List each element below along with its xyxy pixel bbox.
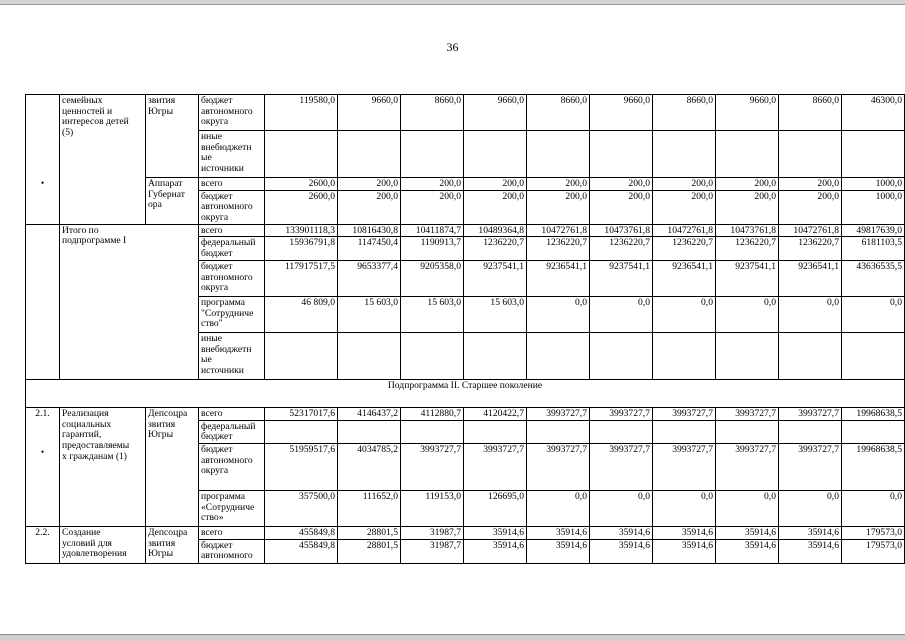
value-cell <box>464 333 527 380</box>
funding-source: программа «Сотрудниче ство» <box>199 490 265 526</box>
funding-source: бюджет автономного округа <box>199 190 265 224</box>
value-cell: 43636535,5 <box>842 261 905 297</box>
value-cell <box>527 420 590 443</box>
value-cell: 19968638,5 <box>842 443 905 490</box>
value-cell: 9660,0 <box>338 95 401 131</box>
value-cell <box>265 333 338 380</box>
value-cell <box>401 420 464 443</box>
value-cell: 35914,6 <box>464 526 527 539</box>
total-label: Итого по подпрограмме I <box>60 224 199 380</box>
value-cell: 19968638,5 <box>842 408 905 421</box>
measure-name: семейных ценностей и интересов детей (5) <box>60 95 146 225</box>
value-cell <box>779 333 842 380</box>
value-cell <box>590 420 653 443</box>
value-cell: 8660,0 <box>779 95 842 131</box>
row-number-cell <box>26 224 60 380</box>
value-cell <box>338 420 401 443</box>
value-cell: 200,0 <box>338 190 401 224</box>
funding-source: федеральный бюджет <box>199 420 265 443</box>
value-cell: 15936791,8 <box>265 237 338 261</box>
value-cell: 35914,6 <box>653 539 716 563</box>
value-cell: 0,0 <box>842 297 905 333</box>
value-cell: 0,0 <box>842 490 905 526</box>
value-cell: 1236220,7 <box>653 237 716 261</box>
value-cell: 1190913,7 <box>401 237 464 261</box>
value-cell: 0,0 <box>653 297 716 333</box>
value-cell: 15 603,0 <box>464 297 527 333</box>
table-row <box>26 224 905 237</box>
value-cell: 0,0 <box>716 490 779 526</box>
section-row <box>26 380 905 408</box>
value-cell: 200,0 <box>653 178 716 191</box>
value-cell: 1000,0 <box>842 190 905 224</box>
value-cell: 0,0 <box>527 297 590 333</box>
value-cell: 3993727,7 <box>779 408 842 421</box>
funding-source: бюджет автономного округа <box>199 443 265 490</box>
value-cell: 1147450,4 <box>338 237 401 261</box>
funding-source: всего <box>199 408 265 421</box>
table-row <box>26 95 905 131</box>
value-cell: 10472761,8 <box>527 224 590 237</box>
value-cell: 200,0 <box>527 190 590 224</box>
value-cell: 35914,6 <box>527 539 590 563</box>
value-cell: 3993727,7 <box>653 408 716 421</box>
value-cell: 3993727,7 <box>527 443 590 490</box>
table-row <box>26 408 905 421</box>
value-cell: 28801,5 <box>338 539 401 563</box>
value-cell: 8660,0 <box>527 95 590 131</box>
value-cell: 8660,0 <box>401 95 464 131</box>
value-cell: 9236541,1 <box>653 261 716 297</box>
value-cell: 119153,0 <box>401 490 464 526</box>
value-cell: 200,0 <box>464 190 527 224</box>
executor: Депсоцра звития Югры <box>146 408 199 527</box>
value-cell: 126695,0 <box>464 490 527 526</box>
funding-source: федеральный бюджет <box>199 237 265 261</box>
value-cell: 35914,6 <box>779 526 842 539</box>
funding-source: программа "Сотрудниче ство" <box>199 297 265 333</box>
value-cell: 357500,0 <box>265 490 338 526</box>
value-cell <box>464 420 527 443</box>
value-cell: 51959517,6 <box>265 443 338 490</box>
value-cell: 0,0 <box>716 297 779 333</box>
value-cell: 35914,6 <box>716 539 779 563</box>
value-cell: 3993727,7 <box>401 443 464 490</box>
value-cell: 28801,5 <box>338 526 401 539</box>
value-cell <box>527 333 590 380</box>
table-row <box>26 178 905 191</box>
value-cell: 117917517,5 <box>265 261 338 297</box>
value-cell: 35914,6 <box>464 539 527 563</box>
value-cell <box>716 333 779 380</box>
value-cell: 0,0 <box>779 490 842 526</box>
value-cell: 52317017,6 <box>265 408 338 421</box>
value-cell: 4112880,7 <box>401 408 464 421</box>
value-cell: 10411874,7 <box>401 224 464 237</box>
value-cell: 31987,7 <box>401 539 464 563</box>
value-cell: 3993727,7 <box>527 408 590 421</box>
value-cell: 455849,8 <box>265 526 338 539</box>
scan-top-edge <box>0 0 905 5</box>
value-cell: 1236220,7 <box>590 237 653 261</box>
measure-name: Реализация социальных гарантий, предоставляемы х гражданам (1) <box>60 408 146 527</box>
value-cell: 10472761,8 <box>779 224 842 237</box>
value-cell: 0,0 <box>590 297 653 333</box>
value-cell: 0,0 <box>653 490 716 526</box>
value-cell: 200,0 <box>779 190 842 224</box>
value-cell <box>265 420 338 443</box>
value-cell: 1000,0 <box>842 178 905 191</box>
value-cell: 200,0 <box>590 190 653 224</box>
value-cell: 111652,0 <box>338 490 401 526</box>
value-cell: 9660,0 <box>464 95 527 131</box>
value-cell: 179573,0 <box>842 526 905 539</box>
value-cell: 200,0 <box>527 178 590 191</box>
item-number-text: 2.1. <box>35 408 50 420</box>
value-cell: 9236541,1 <box>527 261 590 297</box>
value-cell: 200,0 <box>401 190 464 224</box>
page-number: 36 <box>446 40 459 54</box>
value-cell: 46 809,0 <box>265 297 338 333</box>
value-cell <box>338 333 401 380</box>
value-cell: 4034785,2 <box>338 443 401 490</box>
value-cell: 9660,0 <box>716 95 779 131</box>
value-cell: 200,0 <box>464 178 527 191</box>
value-cell: 119580,0 <box>265 95 338 131</box>
executor: звития Югры <box>146 95 199 178</box>
value-cell <box>842 420 905 443</box>
value-cell: 0,0 <box>590 490 653 526</box>
value-cell: 0,0 <box>527 490 590 526</box>
item-number: 2.2. <box>26 526 60 563</box>
funding-source: всего <box>199 526 265 539</box>
value-cell: 15 603,0 <box>338 297 401 333</box>
value-cell: 35914,6 <box>653 526 716 539</box>
value-cell: 35914,6 <box>590 539 653 563</box>
value-cell: 200,0 <box>338 178 401 191</box>
value-cell: 6181103,5 <box>842 237 905 261</box>
value-cell: 9236541,1 <box>779 261 842 297</box>
value-cell: 8660,0 <box>653 95 716 131</box>
value-cell: 49817639,0 <box>842 224 905 237</box>
funding-source: иные внебюджетн ые источники <box>199 131 265 178</box>
value-cell: 1236220,7 <box>527 237 590 261</box>
value-cell: 10472761,8 <box>653 224 716 237</box>
funding-source: бюджет автономного округа <box>199 261 265 297</box>
value-cell: 10473761,8 <box>590 224 653 237</box>
value-cell: 3993727,7 <box>653 443 716 490</box>
value-cell: 9237541,1 <box>590 261 653 297</box>
value-cell: 15 603,0 <box>401 297 464 333</box>
value-cell: 200,0 <box>401 178 464 191</box>
value-cell: 1236220,7 <box>464 237 527 261</box>
funding-source: всего <box>199 224 265 237</box>
value-cell: 9237541,1 <box>464 261 527 297</box>
value-cell: 4146437,2 <box>338 408 401 421</box>
value-cell: 10489364,8 <box>464 224 527 237</box>
value-cell <box>590 333 653 380</box>
executor: Аппарат Губернат ора <box>146 178 199 225</box>
value-cell: 35914,6 <box>527 526 590 539</box>
value-cell: 133901118,3 <box>265 224 338 237</box>
value-cell <box>653 333 716 380</box>
funding-source: бюджет автономного <box>199 539 265 563</box>
value-cell: 9205358,0 <box>401 261 464 297</box>
value-cell: 9237541,1 <box>716 261 779 297</box>
value-cell: 9653377,4 <box>338 261 401 297</box>
value-cell: 2600,0 <box>265 178 338 191</box>
section-title: Подпрограмма II. Старшее поколение <box>26 380 905 408</box>
value-cell: 1236220,7 <box>779 237 842 261</box>
value-cell: 3993727,7 <box>464 443 527 490</box>
value-cell: 9660,0 <box>590 95 653 131</box>
value-cell: 200,0 <box>716 178 779 191</box>
value-cell: 46300,0 <box>842 95 905 131</box>
value-cell: 4120422,7 <box>464 408 527 421</box>
value-cell: 200,0 <box>653 190 716 224</box>
value-cell: 0,0 <box>779 297 842 333</box>
bullet-mark: • <box>40 177 45 189</box>
value-cell: 3993727,7 <box>590 443 653 490</box>
value-cell <box>779 420 842 443</box>
value-cell: 1236220,7 <box>716 237 779 261</box>
value-cell <box>842 333 905 380</box>
value-cell: 2600,0 <box>265 190 338 224</box>
value-cell <box>716 420 779 443</box>
value-cell: 179573,0 <box>842 539 905 563</box>
value-cell: 200,0 <box>590 178 653 191</box>
measure-name: Создание условий для удовлетворения <box>60 526 146 563</box>
budget-table <box>25 94 905 564</box>
value-cell: 455849,8 <box>265 539 338 563</box>
value-cell: 3993727,7 <box>779 443 842 490</box>
value-cell <box>401 333 464 380</box>
row-number-cell <box>26 95 60 225</box>
value-cell: 10816430,8 <box>338 224 401 237</box>
value-cell: 31987,7 <box>401 526 464 539</box>
bullet-mark: • <box>40 446 45 458</box>
value-cell <box>653 420 716 443</box>
value-cell: 10473761,8 <box>716 224 779 237</box>
value-cell: 3993727,7 <box>590 408 653 421</box>
executor: Депсоцра звития Югры <box>146 526 199 563</box>
value-cell: 35914,6 <box>590 526 653 539</box>
value-cell: 3993727,7 <box>716 443 779 490</box>
value-cell: 35914,6 <box>716 526 779 539</box>
item-number <box>26 408 60 527</box>
funding-source: всего <box>199 178 265 191</box>
value-cell: 200,0 <box>779 178 842 191</box>
value-cell: 3993727,7 <box>716 408 779 421</box>
funding-source: иные внебюджетн ые источники <box>199 333 265 380</box>
value-cell: 200,0 <box>716 190 779 224</box>
value-cell: 35914,6 <box>779 539 842 563</box>
funding-source: бюджет автономного округа <box>199 95 265 131</box>
table-row <box>26 526 905 539</box>
